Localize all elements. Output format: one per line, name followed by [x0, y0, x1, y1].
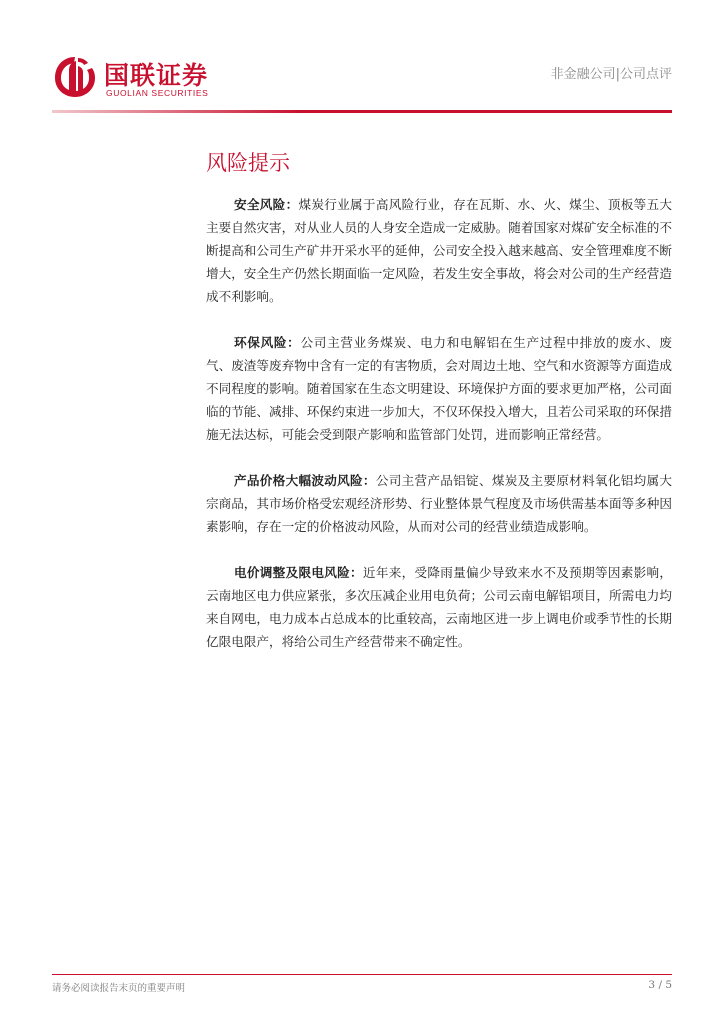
risk-text: 煤炭行业属于高风险行业，存在瓦斯、水、火、煤尘、顶板等五大主要自然灾害，对从业人员的人身安全造成一定威胁。随着国家对煤矿安全标准的不断提高和公司生产矿井开采水平的延伸，公司安全投入越来越高、安全管理难度不断增大，安全生产仍然长期面临一定风险，若发生安全事故，将会对公司的生产经营造成不利影响。 [206, 197, 673, 304]
header-divider [52, 110, 672, 113]
footer-divider [52, 974, 672, 975]
risk-paragraph-environment [206, 331, 672, 446]
guolian-logo-icon [52, 54, 98, 100]
risk-content [206, 193, 672, 676]
risk-text: 近年来，受降雨量偏少导致来水不及预期等因素影响，云南地区电力供应紧张，多次压减企业用电负荷；公司云南电解铝项目，所需电力均来自网电，电力成本占总成本的比重较高，云南地区进一步上调电价或季节性的长期亿限电限产，将给公司生产经营带来不确定性。 [206, 565, 673, 649]
risk-text: 公司主营业务煤炭、电力和电解铝在生产过程中排放的废水、废气、废渣等废弃物中含有一定的有害物质，会对周边土地、空气和水资源等方面造成不同程度的影响。随着国家在生态文明建设、环境保护方面的要求更加严格，公司面临的节能、减排、环保约束进一步加大，不仅环保投入增大，且若公司采取的环保措施无法达标，可能会受到限产影响和监管部门处罚，进而影响正常经营。 [206, 335, 673, 442]
section-title: 风险提示 [206, 151, 290, 175]
risk-paragraph-electricity [206, 561, 672, 653]
report-type-label: 非金融公司|公司点评 [550, 67, 672, 82]
risk-paragraph-safety [206, 193, 672, 308]
brand-name-english: GUOLIAN SECURITIES [106, 88, 209, 98]
risk-paragraph-price [206, 469, 672, 538]
page-header [0, 0, 724, 115]
risk-text: 公司主营产品铝锭、煤炭及主要原材料氧化铝均属大宗商品，其市场价格受宏观经济形势、行业整体景气程度及市场供需基本面等多种因素影响，存在一定的价格波动风险，从而对公司的经营业绩造成影响。 [206, 473, 673, 534]
disclaimer-note: 请务必阅读报告末页的重要声明 [52, 983, 186, 994]
risk-label: 电价调整及限电风险： [234, 565, 363, 580]
page-number: 3 / 5 [648, 979, 672, 991]
brand-name: 国联证券 [104, 61, 209, 90]
risk-label: 安全风险： [234, 197, 299, 212]
risk-label: 环保风险： [234, 335, 301, 350]
risk-label: 产品价格大幅波动风险： [234, 473, 376, 488]
